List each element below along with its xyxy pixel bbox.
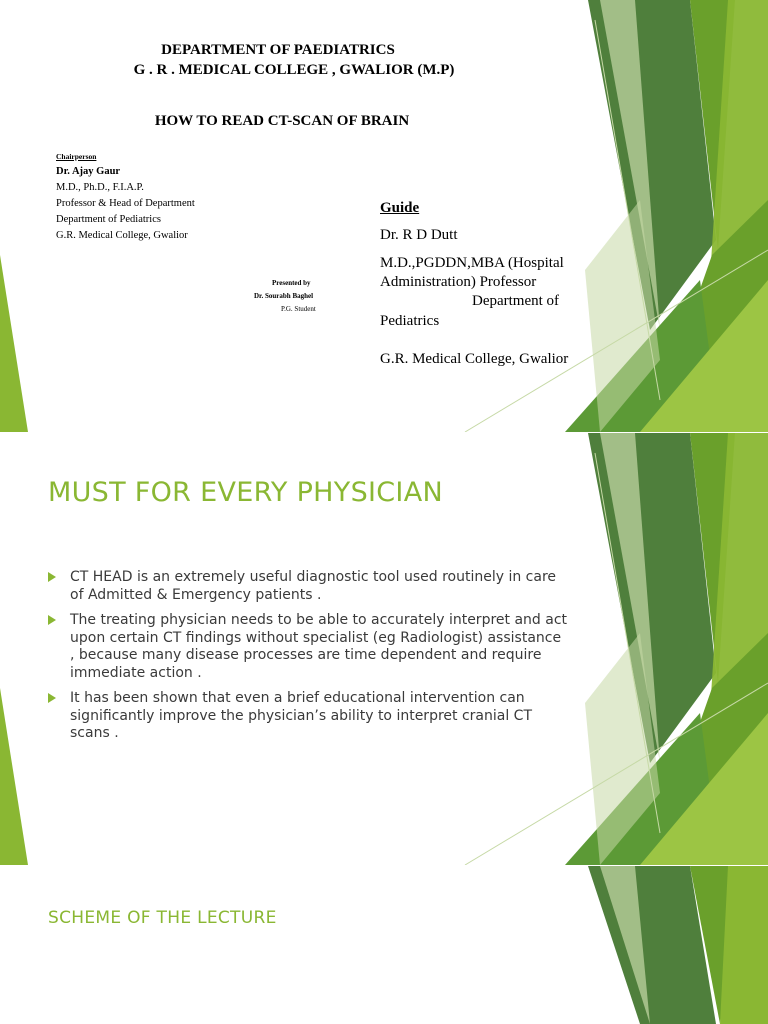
list-item [48,612,568,682]
guide-label: Guide [380,200,420,216]
slide-heading: MUST FOR EVERY PHYSICIAN [48,477,443,508]
guide-college: G.R. Medical College, Gwalior [380,351,569,367]
bullet-arrow-icon [48,572,56,582]
guide-qualification-line1: M.D.,PGDDN,MBA (Hospital [380,255,564,271]
guide-department: Department of [472,293,560,309]
green-facet-decoration [0,866,768,1024]
slide-2 [0,433,768,865]
presenter-name: Dr. Sourabh Baghel [254,292,314,300]
bullet-arrow-icon [48,693,56,703]
presentation-title: HOW TO READ CT-SCAN OF BRAIN [154,113,410,129]
presenter-role: P.G. Student [281,305,316,313]
college-title: G . R . MEDICAL COLLEGE , GWALIOR (M.P) [133,62,455,78]
presented-by-label: Presented by [272,279,311,287]
bullet-text: CT HEAD is an extremely useful diagnostic tool used routinely in care of Admitted & Emergency patients . [70,569,557,603]
chairperson-label: Chairperson [56,152,97,161]
slide-3 [0,866,768,1024]
list-item [48,569,568,604]
bullet-list [48,569,568,751]
list-item [48,690,568,743]
bullet-text: It has been shown that even a brief educational intervention can significantly improve the physician’s ability to interpret cranial CT scans . [70,690,532,741]
bullet-text: The treating physician needs to be able to accurately interpret and act upon certain CT findings without specialist (eg Radiologist) assistance , because many disease processes are time dependent and require immediate action . [70,612,568,681]
slide-heading: SCHEME OF THE LECTURE [48,908,277,928]
chair-name: Dr. Ajay Gaur [56,166,121,177]
chair-role: Professor & Head of Department [56,198,195,209]
chair-degrees: M.D., Ph.D., F.I.A.P. [56,182,144,193]
bullet-arrow-icon [48,615,56,625]
slide-1 [0,0,768,432]
department-title: DEPARTMENT OF PAEDIATRICS [161,42,395,58]
chair-department: Department of Pediatrics [56,214,161,225]
guide-department-cont: Pediatrics [380,313,440,329]
chair-college: G.R. Medical College, Gwalior [56,230,188,241]
guide-qualification-line2: Administration) Professor [380,274,537,290]
guide-name: Dr. R D Dutt [380,227,458,243]
